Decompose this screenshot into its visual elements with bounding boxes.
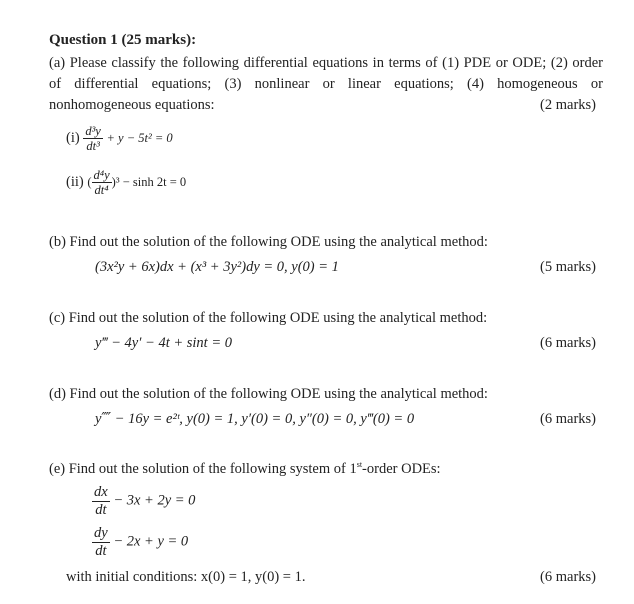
part-d-equation: y⁗ − 16y = e²ᵗ, y(0) = 1, y′(0) = 0, y″(0) = 0, y‴(0) = 0 <box>95 411 415 427</box>
part-b-text: (b) Find out the solution of the following ODE using the analytical method: <box>49 234 488 250</box>
part-e-text <box>49 460 441 478</box>
equation-i-label: (i) <box>66 130 80 147</box>
equation-ii-label: (ii) <box>66 174 84 191</box>
part-d-text: (d) Find out the solution of the following ODE using the analytical method: <box>49 386 488 402</box>
equation-i-numerator: d³y <box>85 124 101 138</box>
equation-i-fraction <box>83 124 103 154</box>
part-a-line-3: nonhomogeneous equations: <box>49 97 215 113</box>
part-e-text-post: -order ODEs: <box>362 460 441 477</box>
equation-ii-fraction <box>92 168 112 198</box>
initial-conditions: with initial conditions: x(0) = 1, y(0) = 1. <box>66 569 306 585</box>
part-c-text: (c) Find out the solution of the following ODE using the analytical method: <box>49 310 488 326</box>
system-equation-2 <box>92 525 188 559</box>
system-equation-1-numerator: dx <box>94 484 108 500</box>
part-e-text-sup: st <box>356 460 363 469</box>
equation-ii <box>66 168 186 198</box>
system-equation-1-rest: − 3x + 2y = 0 <box>113 492 196 509</box>
part-e-text-pre: (e) Find out the solution of the following system of 1 <box>49 460 357 477</box>
system-equation-1-fraction <box>92 484 110 518</box>
system-equation-2-numerator: dy <box>94 525 108 541</box>
part-a-marks: (2 marks) <box>540 97 596 113</box>
system-equation-2-denominator: dt <box>95 542 107 559</box>
system-equation-2-rest: − 2x + y = 0 <box>113 533 189 550</box>
system-equation-1-denominator: dt <box>95 501 107 518</box>
part-a-line-1: (a) Please classify the following differential equations in terms of (1) PDE or ODE; (2) order <box>49 55 603 71</box>
part-c-marks: (6 marks) <box>540 335 596 351</box>
equation-ii-denominator: dt⁴ <box>94 183 109 198</box>
part-d-marks: (6 marks) <box>540 411 596 427</box>
part-c-equation: y‴ − 4y′ − 4t + sint = 0 <box>95 335 232 351</box>
part-a-line-2: of differential equations; (3) nonlinear or linear equations; (4) homogeneous or <box>49 76 603 92</box>
equation-i <box>66 124 173 154</box>
system-equation-2-fraction <box>92 525 110 559</box>
equation-i-rest: + y − 5t² = 0 <box>106 131 173 146</box>
question-title: Question 1 (25 marks): <box>49 32 197 48</box>
system-equation-1 <box>92 484 195 518</box>
part-e-marks: (6 marks) <box>540 569 596 585</box>
part-b-marks: (5 marks) <box>540 259 596 275</box>
equation-ii-open-paren: ( <box>87 175 92 190</box>
part-b-equation: (3x²y + 6x)dx + (x³ + 3y²)dy = 0, y(0) = 1 <box>95 259 339 275</box>
equation-ii-rest: )³ − sinh 2t = 0 <box>111 175 187 190</box>
equation-ii-numerator: d⁴y <box>93 168 110 182</box>
equation-i-denominator: dt³ <box>86 139 100 154</box>
